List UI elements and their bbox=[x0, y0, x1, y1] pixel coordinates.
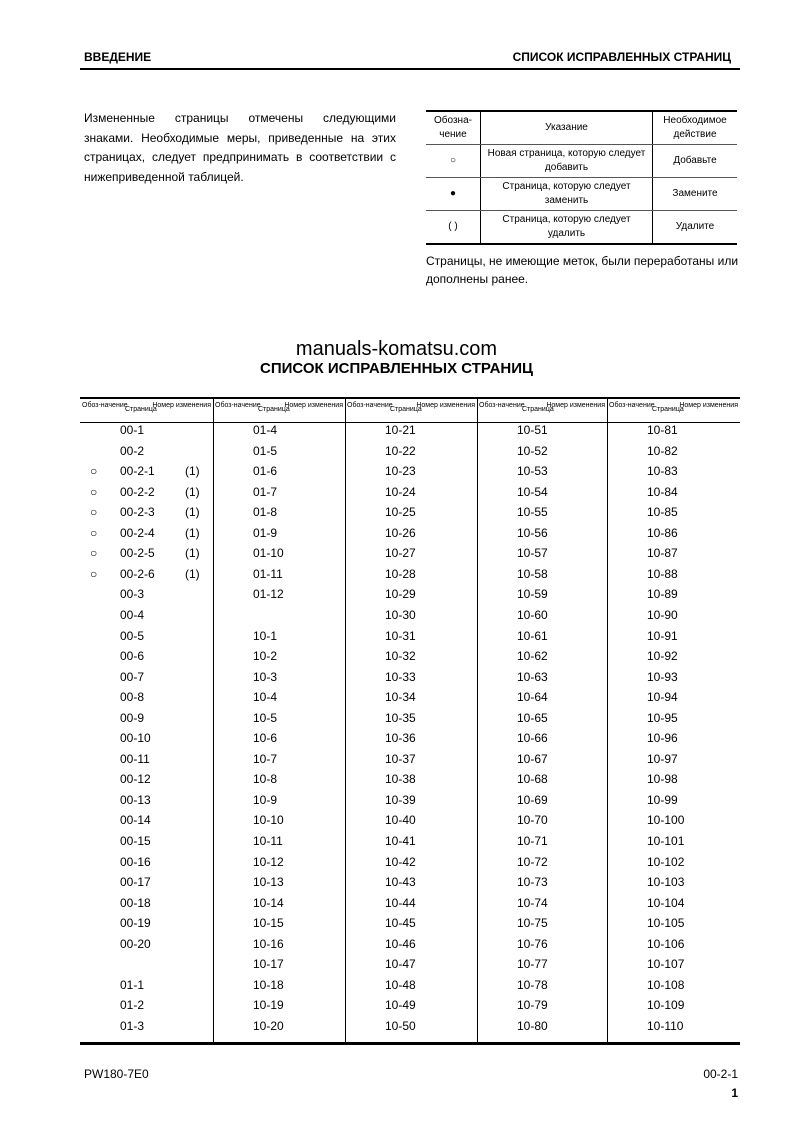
page-code: 00-13 bbox=[120, 792, 151, 807]
page-code: 10-25 bbox=[385, 505, 416, 520]
page-code: 10-8 bbox=[253, 772, 278, 787]
page-code: 10-32 bbox=[385, 649, 416, 664]
page-code: 10-87 bbox=[647, 546, 678, 561]
page-code: 00-16 bbox=[120, 854, 151, 869]
page-code: 00-9 bbox=[120, 710, 145, 725]
page-code: 10-59 bbox=[517, 587, 548, 602]
page-code: 10-78 bbox=[517, 977, 548, 992]
page-code: 00-14 bbox=[120, 813, 151, 828]
page-code: 10-98 bbox=[647, 772, 678, 787]
page-code: 10-2 bbox=[253, 649, 278, 664]
page-code: 10-94 bbox=[647, 690, 678, 705]
page-code: 10-34 bbox=[385, 690, 416, 705]
page-code: 10-106 bbox=[647, 936, 685, 951]
page-code: 10-95 bbox=[647, 710, 678, 725]
watermark: manuals-komatsu.com bbox=[295, 338, 498, 360]
page-code: 10-88 bbox=[647, 566, 678, 581]
revision-number-cell: (1) bbox=[185, 464, 200, 479]
column-divider bbox=[607, 399, 608, 1042]
legend-mark: ● bbox=[426, 178, 481, 211]
page-column-header: Страница bbox=[522, 406, 554, 413]
page-code: 10-53 bbox=[517, 464, 548, 479]
page-code: 10-63 bbox=[517, 669, 548, 684]
revision-mark: ○ bbox=[90, 546, 98, 561]
page-code: 00-2-3 bbox=[120, 505, 155, 520]
page-code: 10-56 bbox=[517, 525, 548, 540]
page-code: 00-19 bbox=[120, 916, 151, 931]
page-code: 10-83 bbox=[647, 464, 678, 479]
revision-mark: ○ bbox=[90, 484, 98, 499]
page-code: 10-64 bbox=[517, 690, 548, 705]
mark-column-header: Обоз-начение bbox=[215, 402, 261, 409]
page-code: 00-2-6 bbox=[120, 566, 155, 581]
page-code: 10-51 bbox=[517, 423, 548, 437]
column-group-header bbox=[345, 399, 477, 423]
page-code: 01-2 bbox=[120, 998, 145, 1013]
page-code: 10-91 bbox=[647, 628, 678, 643]
page-code: 00-7 bbox=[120, 669, 145, 684]
page-code: 01-12 bbox=[253, 587, 284, 602]
mark-column-header: Обоз-начение bbox=[609, 402, 655, 409]
page-code: 10-13 bbox=[253, 875, 284, 890]
page-code: 00-12 bbox=[120, 772, 151, 787]
page-code: 10-109 bbox=[647, 998, 685, 1013]
page-code: 10-69 bbox=[517, 792, 548, 807]
page-code: 10-54 bbox=[517, 484, 548, 499]
page-code: 10-97 bbox=[647, 751, 678, 766]
page-code: 10-28 bbox=[385, 566, 416, 581]
page-code: 10-71 bbox=[517, 834, 548, 848]
page-code: 10-45 bbox=[385, 916, 416, 931]
legend-description: Новая страница, которую следует добавить bbox=[481, 145, 653, 178]
page-code: 10-47 bbox=[385, 957, 416, 972]
model-code: PW180-7E0 bbox=[84, 1067, 149, 1081]
page-number: 00-2-1 bbox=[703, 1067, 738, 1081]
legend-table bbox=[426, 110, 737, 245]
page-code: 10-99 bbox=[647, 792, 678, 807]
page-code: 00-4 bbox=[120, 607, 145, 622]
page-code: 10-35 bbox=[385, 710, 416, 725]
page-code: 01-8 bbox=[253, 505, 278, 520]
page-code: 10-93 bbox=[647, 669, 678, 684]
legend-description: Страница, которую следует удалить bbox=[481, 211, 653, 245]
page-code: 10-48 bbox=[385, 977, 416, 992]
page-code: 10-31 bbox=[385, 628, 416, 643]
column-group-header bbox=[80, 399, 213, 423]
page-code: 10-26 bbox=[385, 525, 416, 540]
revision-number-cell: (1) bbox=[185, 546, 200, 561]
page-code: 10-49 bbox=[385, 998, 416, 1013]
page-code: 10-85 bbox=[647, 505, 678, 520]
column-divider bbox=[213, 399, 214, 1042]
page-code: 10-100 bbox=[647, 813, 685, 828]
page-code: 10-96 bbox=[647, 731, 678, 746]
page-code: 00-5 bbox=[120, 628, 145, 643]
page-code: 10-37 bbox=[385, 751, 416, 766]
column-group-header bbox=[477, 399, 607, 423]
page-code: 00-10 bbox=[120, 731, 151, 746]
page-code: 10-52 bbox=[517, 443, 548, 458]
page-code: 00-1 bbox=[120, 423, 145, 437]
page-code: 10-55 bbox=[517, 505, 548, 520]
revision-mark: ○ bbox=[90, 505, 98, 520]
page-code: 10-17 bbox=[253, 957, 284, 972]
legend-action: Удалите bbox=[653, 211, 738, 245]
page-code: 10-72 bbox=[517, 854, 548, 869]
legend-header: Указание bbox=[481, 111, 653, 145]
page-code: 00-3 bbox=[120, 587, 145, 602]
page-code: 00-15 bbox=[120, 834, 151, 848]
page-code: 10-107 bbox=[647, 957, 685, 972]
page-column-header: Страница bbox=[258, 406, 290, 413]
page-code: 10-105 bbox=[647, 916, 685, 931]
page-code: 10-14 bbox=[253, 895, 284, 910]
page-code: 10-68 bbox=[517, 772, 548, 787]
column-divider bbox=[345, 399, 346, 1042]
page-code: 01-11 bbox=[253, 566, 283, 581]
intro-text: Измененные страницы отмечены следующими знаками. Необходимые меры, приведенные на этих страницах, следует предпринимать в соответствии с нижеприведенной таблицей. bbox=[84, 111, 396, 184]
page-code: 10-33 bbox=[385, 669, 416, 684]
revision-column-header: Номер изменения bbox=[284, 402, 343, 409]
legend-action: Добавьте bbox=[653, 145, 738, 178]
page-code: 10-61 bbox=[517, 628, 548, 643]
page-code: 10-9 bbox=[253, 792, 278, 807]
mark-column-header: Обоз-начение bbox=[82, 402, 128, 409]
page-code: 10-42 bbox=[385, 854, 416, 869]
page-code: 10-6 bbox=[253, 731, 278, 746]
legend-note: Страницы, не имеющие меток, были переработаны или дополнены ранее. bbox=[426, 254, 739, 286]
page-code: 10-5 bbox=[253, 710, 278, 725]
revision-number: 1 bbox=[731, 1086, 738, 1100]
revision-column-header: Номер изменения bbox=[546, 402, 605, 409]
page-code: 10-89 bbox=[647, 587, 678, 602]
page-code: 00-11 bbox=[120, 751, 150, 766]
page-code: 10-41 bbox=[385, 834, 416, 848]
page-code: 10-108 bbox=[647, 977, 685, 992]
page-code: 00-17 bbox=[120, 875, 151, 890]
page-code: 10-77 bbox=[517, 957, 548, 972]
revision-column-header: Номер изменения bbox=[152, 402, 211, 409]
page-code: 10-4 bbox=[253, 690, 278, 705]
page-heading: СПИСОК ИСПРАВЛЕННЫХ СТРАНИЦ bbox=[512, 50, 731, 64]
page-code: 01-5 bbox=[253, 443, 278, 458]
page-code: 10-110 bbox=[647, 1018, 684, 1033]
page-code: 10-86 bbox=[647, 525, 678, 540]
page-code: 10-43 bbox=[385, 875, 416, 890]
page-column-header: Страница bbox=[652, 406, 684, 413]
legend-mark: ○ bbox=[426, 145, 481, 178]
page-code: 10-16 bbox=[253, 936, 284, 951]
page-code: 10-101 bbox=[647, 834, 685, 848]
page-code: 00-18 bbox=[120, 895, 151, 910]
page-code: 00-2-2 bbox=[120, 484, 155, 499]
legend-mark: ( ) bbox=[426, 211, 481, 245]
page-code: 10-27 bbox=[385, 546, 416, 561]
mark-column-header: Обоз-начение bbox=[479, 402, 525, 409]
legend-action: Замените bbox=[653, 178, 738, 211]
page-code: 10-102 bbox=[647, 854, 685, 869]
page-code: 10-30 bbox=[385, 607, 416, 622]
page-code: 10-39 bbox=[385, 792, 416, 807]
page-code: 10-79 bbox=[517, 998, 548, 1013]
legend-header: Обозна-чение bbox=[426, 111, 481, 145]
page-code: 10-19 bbox=[253, 998, 284, 1013]
page-code: 10-10 bbox=[253, 813, 284, 828]
legend-header: Необходимое действие bbox=[653, 111, 738, 145]
page-code: 10-90 bbox=[647, 607, 678, 622]
column-group-header bbox=[213, 399, 345, 423]
revision-column-header: Номер изменения bbox=[679, 402, 738, 409]
column-group-header bbox=[607, 399, 740, 423]
page-code: 10-15 bbox=[253, 916, 284, 931]
page-code: 10-103 bbox=[647, 875, 685, 890]
page-code: 10-70 bbox=[517, 813, 548, 828]
revision-number-cell: (1) bbox=[185, 484, 200, 499]
page-code: 10-75 bbox=[517, 916, 548, 931]
page-code: 10-24 bbox=[385, 484, 416, 499]
revision-number-cell: (1) bbox=[185, 566, 200, 581]
page-code: 10-67 bbox=[517, 751, 548, 766]
page-code: 01-7 bbox=[253, 484, 278, 499]
page-code: 10-104 bbox=[647, 895, 685, 910]
table-title: СПИСОК ИСПРАВЛЕННЫХ СТРАНИЦ bbox=[260, 360, 533, 377]
revision-mark: ○ bbox=[90, 525, 98, 540]
page-code: 10-44 bbox=[385, 895, 416, 910]
page-code: 01-3 bbox=[120, 1018, 145, 1033]
page-code: 00-2 bbox=[120, 443, 145, 458]
page-code: 10-92 bbox=[647, 649, 678, 664]
revision-column-header: Номер изменения bbox=[416, 402, 475, 409]
page-code: 10-12 bbox=[253, 854, 284, 869]
section-title: ВВЕДЕНИЕ bbox=[84, 50, 152, 64]
legend-description: Страница, которую следует заменить bbox=[481, 178, 653, 211]
revision-mark: ○ bbox=[90, 464, 98, 479]
page-code: 10-1 bbox=[253, 628, 278, 643]
page-code: 10-29 bbox=[385, 587, 416, 602]
page-code: 10-76 bbox=[517, 936, 548, 951]
page-code: 10-58 bbox=[517, 566, 548, 581]
page-code: 10-73 bbox=[517, 875, 548, 890]
page-code: 00-20 bbox=[120, 936, 151, 951]
page-code: 10-22 bbox=[385, 443, 416, 458]
column-divider bbox=[477, 399, 478, 1042]
page-code: 10-7 bbox=[253, 751, 278, 766]
page-column-header: Страница bbox=[390, 406, 422, 413]
page-code: 10-81 bbox=[647, 423, 678, 437]
page-code: 10-21 bbox=[385, 423, 416, 437]
page-code: 10-3 bbox=[253, 669, 278, 684]
page-code: 01-4 bbox=[253, 423, 278, 437]
page-code: 10-50 bbox=[385, 1018, 416, 1033]
page-code: 10-62 bbox=[517, 649, 548, 664]
page-code: 10-65 bbox=[517, 710, 548, 725]
revision-number-cell: (1) bbox=[185, 525, 200, 540]
page-code: 10-82 bbox=[647, 443, 678, 458]
page-code: 10-23 bbox=[385, 464, 416, 479]
page-column-header: Страница bbox=[125, 406, 157, 413]
page-code: 00-6 bbox=[120, 649, 145, 664]
page-code: 10-18 bbox=[253, 977, 284, 992]
revision-mark: ○ bbox=[90, 566, 98, 581]
page-code: 10-80 bbox=[517, 1018, 548, 1033]
page-code: 10-74 bbox=[517, 895, 548, 910]
page-code: 00-2-4 bbox=[120, 525, 155, 540]
page-code: 10-46 bbox=[385, 936, 416, 951]
page-code: 10-40 bbox=[385, 813, 416, 828]
page-code: 10-66 bbox=[517, 731, 548, 746]
page-code: 10-36 bbox=[385, 731, 416, 746]
revised-pages-table bbox=[80, 397, 740, 1045]
page-code: 10-20 bbox=[253, 1018, 284, 1033]
revision-number-cell: (1) bbox=[185, 505, 200, 520]
page-code: 10-84 bbox=[647, 484, 678, 499]
page-code: 10-60 bbox=[517, 607, 548, 622]
page-code: 01-6 bbox=[253, 464, 278, 479]
page-code: 01-9 bbox=[253, 525, 278, 540]
page-code: 01-10 bbox=[253, 546, 284, 561]
page-code: 00-2-5 bbox=[120, 546, 155, 561]
page-code: 00-8 bbox=[120, 690, 145, 705]
page-code: 10-57 bbox=[517, 546, 548, 561]
page-code: 10-38 bbox=[385, 772, 416, 787]
page-code: 10-11 bbox=[253, 834, 283, 848]
mark-column-header: Обоз-начение bbox=[347, 402, 393, 409]
page-code: 00-2-1 bbox=[120, 464, 155, 479]
header-rule bbox=[80, 68, 740, 70]
page-code: 01-1 bbox=[120, 977, 145, 992]
